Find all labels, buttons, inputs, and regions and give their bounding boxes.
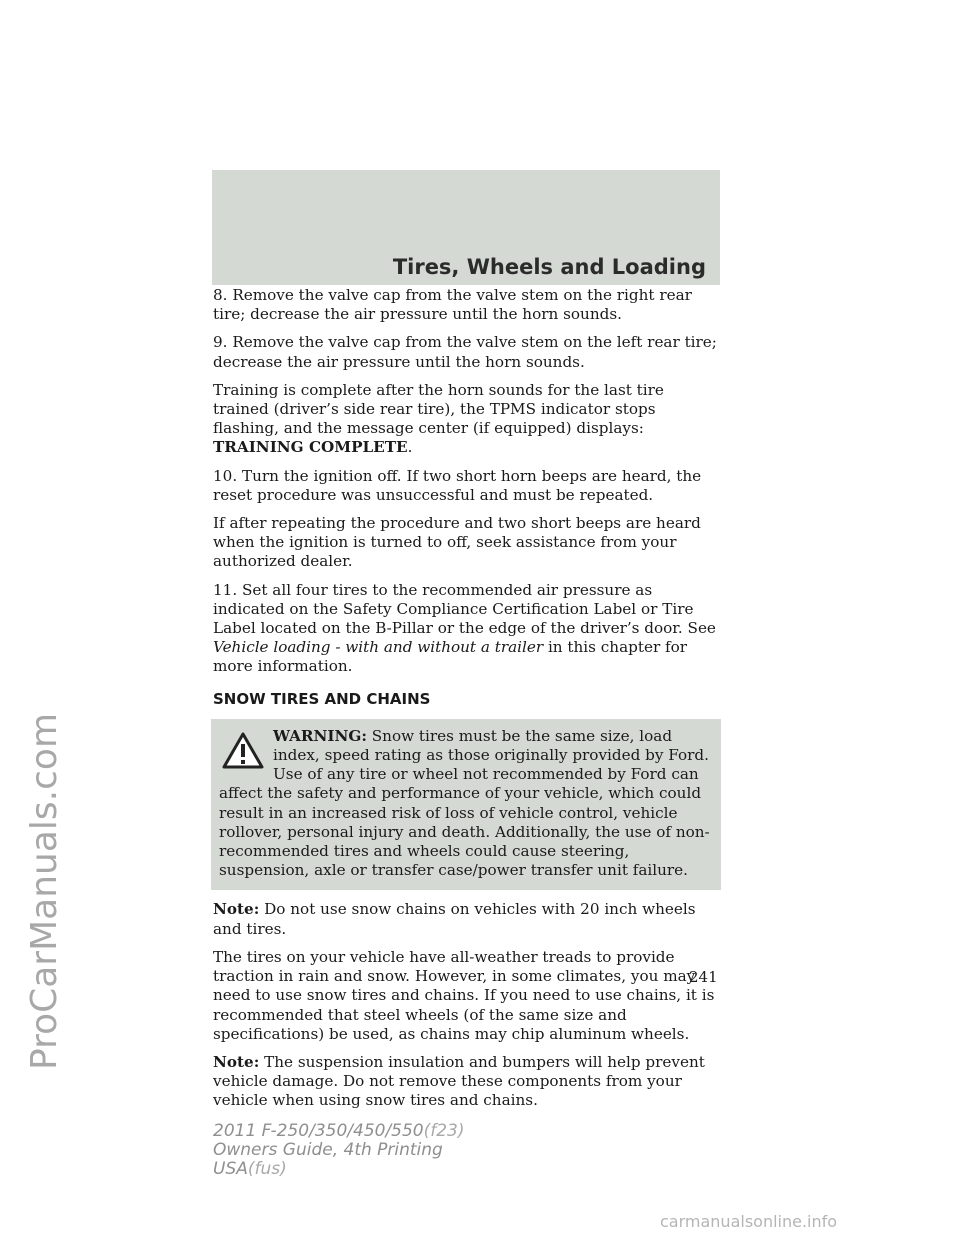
training-text: Training is complete after the horn sounds for the last tire trained (driver’s side rear tire), the TPMS indicator stops flashing, and the message center (if equipped) displays: xyxy=(213,380,664,438)
cross-reference-link[interactable]: Vehicle loading - with and without a trailer xyxy=(213,638,544,657)
warning-label: WARNING: xyxy=(273,726,367,745)
repeat-paragraph: If after repeating the procedure and two short beeps are heard when the ignition is turned to off, seek assistance from your authorized dealer. xyxy=(213,514,701,571)
all-weather-paragraph: The tires on your vehicle have all-weather treads to provide traction in rain and snow. However, in some climates, you may need to use snow tires and chains. If you need to use chains, it is recommended that steel wheels (of the same size and specifications) be used, as chains may chip aluminum wheels. xyxy=(213,947,715,1043)
chapter-title: Tires, Wheels and Loading xyxy=(392,255,706,279)
chapter-header xyxy=(212,170,720,285)
page-number: 241 xyxy=(689,968,718,986)
note-label: Note: xyxy=(213,900,260,919)
footer-region-code: (fus) xyxy=(247,1159,287,1179)
bottom-watermark: carmanualsonline.info xyxy=(660,1212,838,1231)
warning-triangle-icon xyxy=(221,731,265,771)
note-chains xyxy=(213,900,721,938)
training-period: . xyxy=(407,438,413,457)
warning-box xyxy=(211,719,721,891)
footer-guide: Owners Guide, 4th Printing xyxy=(213,1140,443,1160)
step-8: 8. Remove the valve cap from the valve stem on the right rear tire; decrease the air pressure until the horn sounds. xyxy=(213,286,692,324)
note-suspension xyxy=(213,1053,721,1111)
note-label: Note: xyxy=(213,1052,260,1071)
step-11-text: 11. Set all four tires to the recommended air pressure as indicated on the Safety Compliance Certification Label or Tire Label located on the B-Pillar or the edge of the driver’s door. See xyxy=(213,580,716,638)
footer-region: USA xyxy=(213,1159,248,1179)
footer-model: 2011 F-250/350/450/550 xyxy=(213,1121,424,1141)
footer-model-code: (f23) xyxy=(423,1121,465,1141)
training-paragraph xyxy=(213,381,721,458)
note-text: The suspension insulation and bumpers will help prevent vehicle damage. Do not remove these components from your vehicle when using snow tires and chains. xyxy=(213,1052,705,1110)
step-11 xyxy=(213,581,721,677)
training-complete-message: TRAINING COMPLETE xyxy=(213,438,408,457)
section-heading: SNOW TIRES AND CHAINS xyxy=(213,689,431,708)
note-text: Do not use snow chains on vehicles with 20 inch wheels and tires. xyxy=(213,900,696,938)
document-footer xyxy=(213,1122,465,1179)
step-11-tail: in this chapter for more information. xyxy=(213,638,688,676)
page-content xyxy=(213,286,721,1120)
warning-text: Snow tires must be the same size, load index, speed rating as those originally provided by Ford. Use of any tire or wheel not recommended by Ford can affect the safety and performance of your vehicle, which could result in an increased risk of loss of vehicle control, vehicle rollover, personal injury and death. Additionally, the use of non-recommended tires and wheels could cause steering, suspension, axle or transfer case/power transfer unit failure. xyxy=(219,726,710,880)
side-watermark xyxy=(8,430,68,1070)
step-10: 10. Turn the ignition off. If two short horn beeps are heard, the reset procedure was unsuccessful and must be repeated. xyxy=(213,466,702,504)
side-watermark-text: ProCarManuals.com xyxy=(24,712,65,1070)
step-9: 9. Remove the valve cap from the valve stem on the left rear tire; decrease the air pressure until the horn sounds. xyxy=(213,333,717,371)
